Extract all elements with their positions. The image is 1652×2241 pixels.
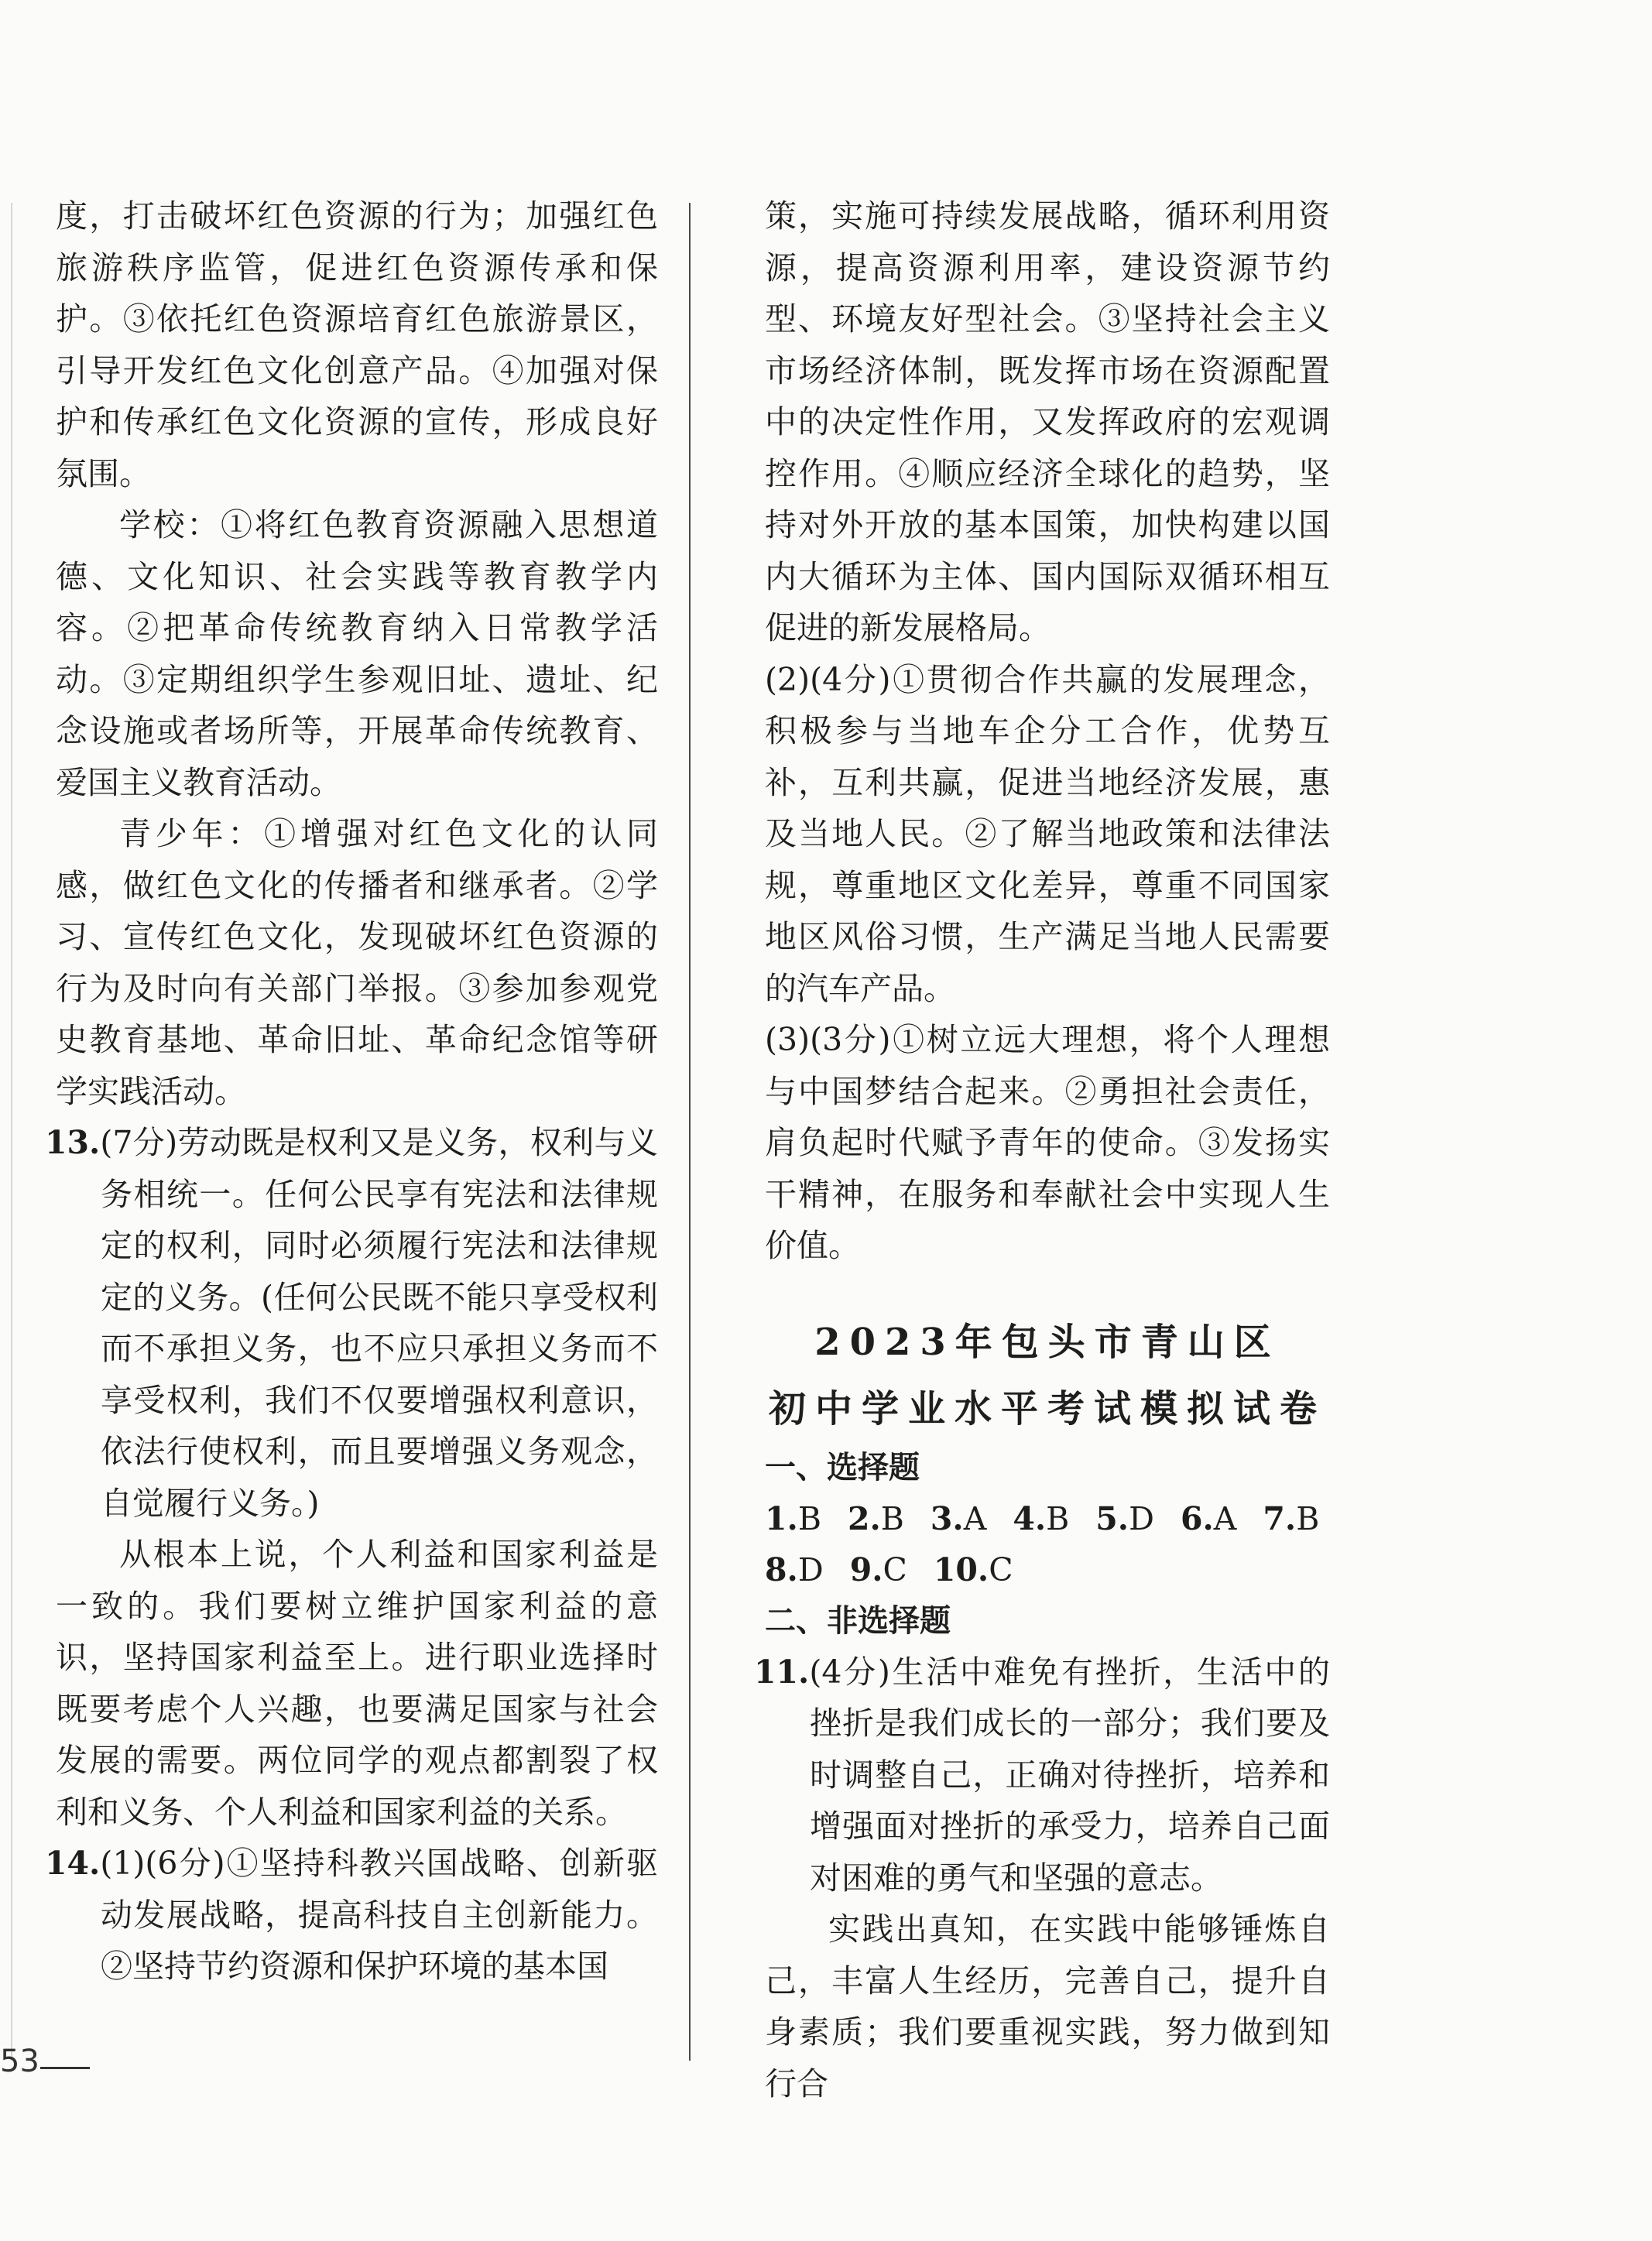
answer-number: 1. xyxy=(765,1499,798,1537)
answer-number: 6. xyxy=(1180,1499,1214,1537)
answer-row-1 xyxy=(765,1493,1330,1544)
answer-letter: A xyxy=(1213,1499,1237,1537)
question-13-paragraph-2: 从根本上说，个人利益和国家利益是一致的。我们要树立维护国家利益的意识，坚持国家利益至上。进行职业选择时既要考虑个人兴趣，也要满足国家与社会发展的需要。两位同学的观点都割裂了权利和义务、个人利益和国家利益的关系。 xyxy=(56,1536,658,1831)
section-heading-choice: 一、选择题 xyxy=(765,1448,920,1485)
answer-item xyxy=(1263,1500,1319,1537)
question-13-text: (7分)劳动既是权利又是义务，权利与义务相统一。任何公民享有宪法和法律规定的权利，同时必须履行宪法和法律规定的义务。(任何公民既不能只享受权利而不承担义务，也不应只承担义务而不享受权利，我们不仅要增强权利意识，依法行使权利，而且要增强义务观念，自觉履行义务。) xyxy=(100,1124,658,1522)
answer-number: 5. xyxy=(1095,1499,1129,1537)
answer-item xyxy=(1181,1500,1236,1537)
paragraph-school: 学校：①将红色教育资源融入思想道德、文化知识、社会实践等教育教学内容。②把革命传统教育纳入日常教学活动。③定期组织学生参观旧址、遗址、纪念设施或者场所等，开展革命传统教育、爱国主义教育活动。 xyxy=(56,506,658,801)
answer-item xyxy=(934,1551,1013,1588)
answer-letter: B xyxy=(1296,1499,1320,1537)
question-14-part-3: (3)(3分)①树立远大理想，将个人理想与中国梦结合起来。②勇担社会责任，肩负起时代赋予青年的使命。③发扬实干精神，在服务和奉献社会中实现人生价值。 xyxy=(765,1021,1330,1264)
answer-letter: D xyxy=(1129,1499,1154,1537)
question-11-text: (4分)生活中难免有挫折，生活中的挫折是我们成长的一部分；我们要及时调整自己，正确对待挫折，培养和增强面对挫折的承受力，培养自己面对困难的勇气和坚强的意志。 xyxy=(809,1653,1330,1897)
answer-letter: B xyxy=(1046,1499,1070,1537)
answer-number: 4. xyxy=(1013,1499,1047,1537)
answer-letter: A xyxy=(963,1499,987,1537)
answer-item xyxy=(850,1551,907,1588)
answer-number: 8. xyxy=(765,1551,798,1588)
page-number-rule xyxy=(40,2067,90,2069)
answer-number: 3. xyxy=(930,1499,964,1537)
exam-title-line-2: 初中学业水平考试模拟试卷 xyxy=(768,1386,1326,1431)
page-number: 53 xyxy=(0,2044,39,2079)
question-14 xyxy=(45,1838,658,1993)
left-column xyxy=(45,190,658,1993)
question-14-continued: 策，实施可持续发展战略，循环利用资源，提高资源利用率，建设资源节约型、环境友好型社会。③坚持社会主义市场经济体制，既发挥市场在资源配置中的决定性作用，又发挥政府的宏观调控作用。④顺应经济全球化的趋势，坚持对外开放的基本国策，加快构建以国内大循环为主体、国内国际双循环相互促进的新发展格局。 xyxy=(765,197,1330,646)
answer-letter: C xyxy=(883,1551,907,1588)
question-number: 14. xyxy=(45,1845,101,1882)
paragraph-youth: 青少年：①增强对红色文化的认同感，做红色文化的传播者和继承者。②学习、宣传红色文化，发现破坏红色资源的行为及时向有关部门举报。③参加参观党史教育基地、革命旧址、革命纪念馆等研学实践活动。 xyxy=(56,815,658,1110)
answer-item xyxy=(1095,1500,1154,1537)
question-14-part-2: (2)(4分)①贯彻合作共赢的发展理念，积极参与当地车企分工合作，优势互补，互利共赢，促进当地经济发展，惠及当地人民。②了解当地政策和法律法规，尊重地区文化差异，尊重不同国家地区风俗习惯，生产满足当地人民需要的汽车产品。 xyxy=(765,660,1330,1007)
question-14-text: (1)(6分)①坚持科教兴国战略、创新驱动发展战略，提高科技自主创新能力。②坚持节约资源和保护环境的基本国 xyxy=(100,1845,658,1985)
answer-item xyxy=(848,1500,904,1537)
right-column xyxy=(754,190,1330,2109)
paragraph-continued: 度，打击破坏红色资源的行为；加强红色旅游秩序监管，促进红色资源传承和保护。③依托红色资源培育红色旅游景区，引导开发红色文化创意产品。④加强对保护和传承红色文化资源的宣传，形成良好氛围。 xyxy=(56,197,658,492)
question-11 xyxy=(754,1646,1330,1904)
question-number: 11. xyxy=(754,1653,810,1691)
question-number: 13. xyxy=(45,1124,101,1161)
exam-title-line-1: 2023年包头市青山区 xyxy=(814,1320,1280,1364)
answer-row-2 xyxy=(765,1544,1330,1595)
answer-item xyxy=(765,1500,821,1537)
answer-item xyxy=(1013,1500,1069,1537)
section-heading-non-choice: 二、非选择题 xyxy=(765,1602,951,1639)
question-11-paragraph-2: 实践出真知，在实践中能够锤炼自己，丰富人生经历，完善自己，提升自身素质；我们要重视实践，努力做到知行合 xyxy=(765,1910,1330,2102)
answer-letter: B xyxy=(880,1499,904,1537)
question-13 xyxy=(45,1117,658,1529)
answer-item xyxy=(765,1551,824,1588)
answer-letter: B xyxy=(797,1499,821,1537)
answer-letter: D xyxy=(797,1551,824,1588)
answer-number: 9. xyxy=(849,1551,883,1588)
answer-number: 10. xyxy=(933,1551,989,1588)
answer-number: 2. xyxy=(847,1499,881,1537)
margin-rule xyxy=(11,203,12,2061)
column-divider xyxy=(689,203,691,2061)
answer-item xyxy=(931,1500,986,1537)
answer-number: 7. xyxy=(1263,1499,1297,1537)
answer-letter: C xyxy=(989,1551,1013,1588)
